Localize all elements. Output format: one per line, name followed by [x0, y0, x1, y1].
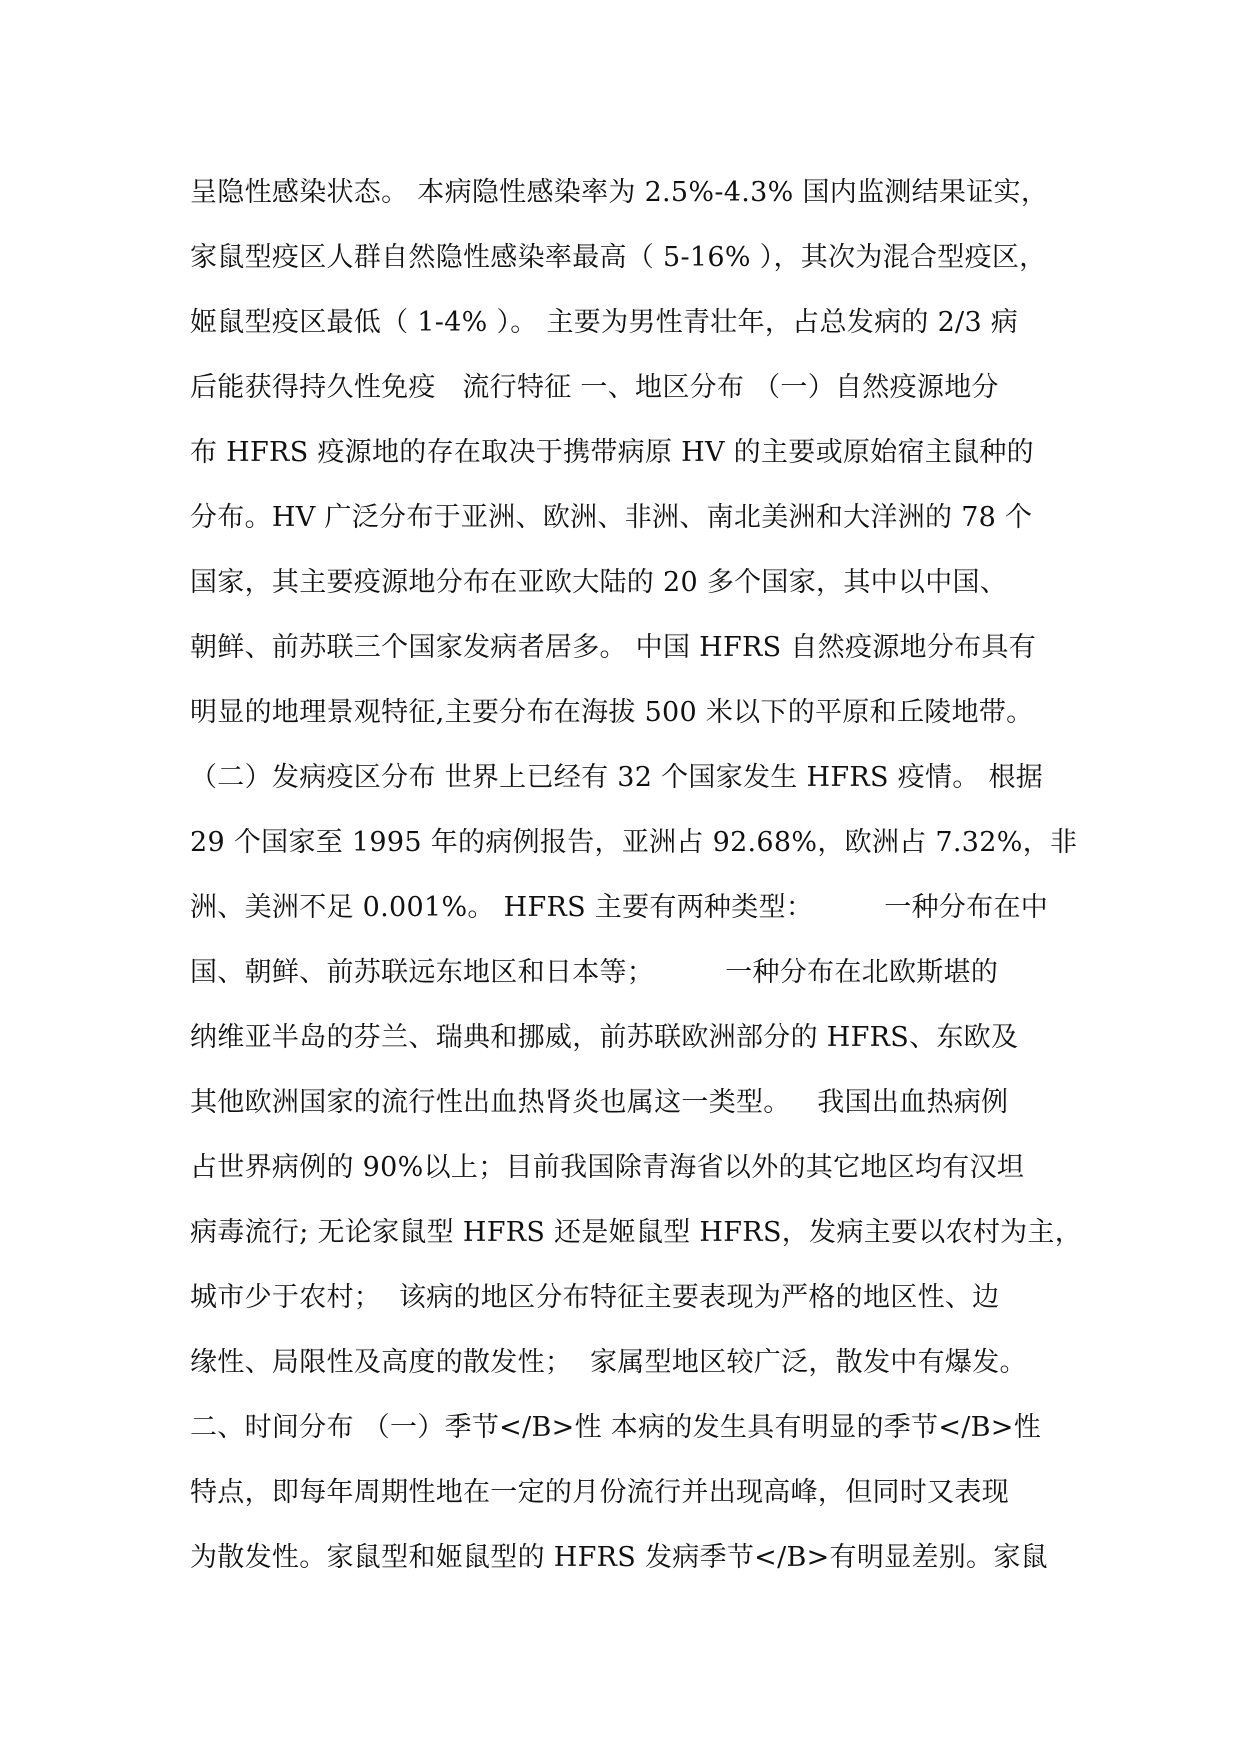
text-line: 洲、美洲不足 0.001%。 HFRS 主要有两种类型： 一种分布在中: [190, 892, 1049, 923]
text-line: 纳维亚半岛的芬兰、瑞典和挪威，前苏联欧洲部分的 HFRS、东欧及: [190, 1022, 1019, 1053]
text-line: 后能获得持久性免疫 流行特征 一、地区分布 （一）自然疫源地分: [190, 372, 999, 403]
text-line: 布 HFRS 疫源地的存在取决于携带病原 HV 的主要或原始宿主鼠种的: [190, 437, 1034, 468]
text-line: 二、时间分布 （一）季节</B>性 本病的发生具有明显的季节</B>性: [190, 1412, 1042, 1443]
text-line: 其他欧洲国家的流行性出血热肾炎也属这一类型。 我国出血热病例: [190, 1087, 1009, 1118]
text-line: 占世界病例的 90%以上；目前我国除青海省以外的其它地区均有汉坦: [190, 1152, 1025, 1183]
text-line: 姬鼠型疫区最低（ 1-4% ）。 主要为男性青壮年，占总发病的 2/3 病: [190, 307, 1019, 338]
text-line: 病毒流行; 无论家鼠型 HFRS 还是姬鼠型 HFRS，发病主要以农村为主，: [190, 1217, 1083, 1248]
text-line: （二）发病疫区分布 世界上已经有 32 个国家发生 HFRS 疫情。 根据: [190, 762, 1044, 793]
text-line: 特点，即每年周期性地在一定的月份流行并出现高峰，但同时又表现: [190, 1477, 1009, 1508]
text-line: 缘性、局限性及高度的散发性； 家属型地区较广泛，散发中有爆发。: [190, 1347, 1027, 1378]
text-line: 城市少于农村； 该病的地区分布特征主要表现为严格的地区性、边: [190, 1282, 1000, 1313]
text-line: 国、朝鲜、前苏联远东地区和日本等； 一种分布在北欧斯堪的: [190, 957, 999, 988]
text-line: 29 个国家至 1995 年的病例报告，亚洲占 92.68%，欧洲占 7.32%，非: [190, 827, 1078, 858]
text-line: 分布。HV 广泛分布于亚洲、欧洲、非洲、南北美洲和大洋洲的 78 个: [190, 502, 1033, 533]
text-line: 国家，其主要疫源地分布在亚欧大陆的 20 多个国家，其中以中国、: [190, 567, 1008, 598]
text-line: 朝鲜、前苏联三个国家发病者居多。 中国 HFRS 自然疫源地分布具有: [190, 632, 1037, 663]
text-line: 家鼠型疫区人群自然隐性感染率最高（ 5-16% ），其次为混合型疫区，: [190, 242, 1047, 273]
text-line: 明显的地理景观特征,主要分布在海拔 500 米以下的平原和丘陵地带。: [190, 697, 1034, 728]
body-text: [190, 160, 1083, 1590]
text-line: 呈隐性感染状态。 本病隐性感染率为 2.5%-4.3% 国内监测结果证实，: [190, 177, 1049, 208]
text-line: 为散发性。家鼠型和姬鼠型的 HFRS 发病季节</B>有明显差别。家鼠: [190, 1542, 1048, 1573]
